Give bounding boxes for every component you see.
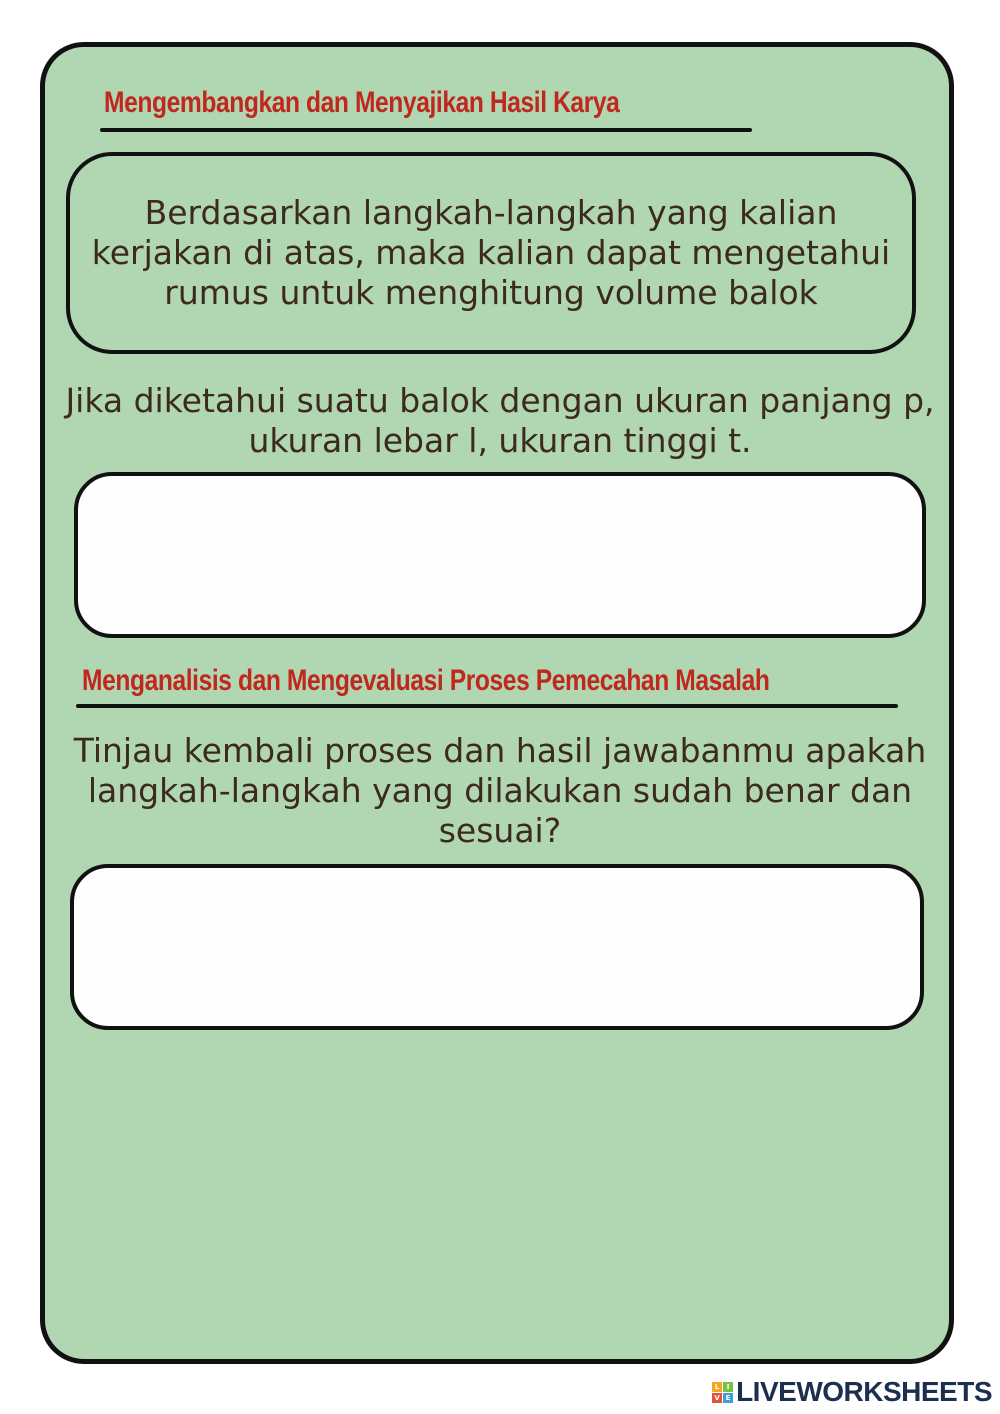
- section-title-menganalisis: Menganalisis dan Mengevaluasi Proses Pemecahan Masalah: [82, 664, 770, 697]
- logo-letter: I: [723, 1382, 733, 1392]
- liveworksheets-logo-icon: [712, 1382, 733, 1403]
- liveworksheets-brand: [712, 1376, 992, 1408]
- title-underline: [76, 704, 898, 708]
- section-title-mengembangkan: Mengembangkan dan Menyajikan Hasil Karya: [104, 86, 620, 119]
- info-text: Berdasarkan langkah-langkah yang kalian kerjakan di atas, maka kalian dapat mengetahui rumus untuk menghitung volume balok: [91, 193, 891, 312]
- answer-field-review[interactable]: [70, 864, 924, 1030]
- logo-letter: L: [712, 1382, 722, 1392]
- question-prompt-review: Tinjau kembali proses dan hasil jawabanmu apakah langkah-langkah yang dilakukan sudah benar dan sesuai?: [73, 731, 927, 850]
- answer-field-volume[interactable]: [74, 472, 926, 638]
- info-box: [66, 152, 916, 354]
- logo-letter: V: [712, 1393, 722, 1403]
- logo-letter: E: [723, 1393, 733, 1403]
- title-underline: [100, 128, 752, 132]
- brand-name: LIVEWORKSHEETS: [736, 1376, 992, 1407]
- question-prompt-volume: Jika diketahui suatu balok dengan ukuran panjang p, ukuran lebar l, ukuran tinggi t.: [65, 381, 935, 460]
